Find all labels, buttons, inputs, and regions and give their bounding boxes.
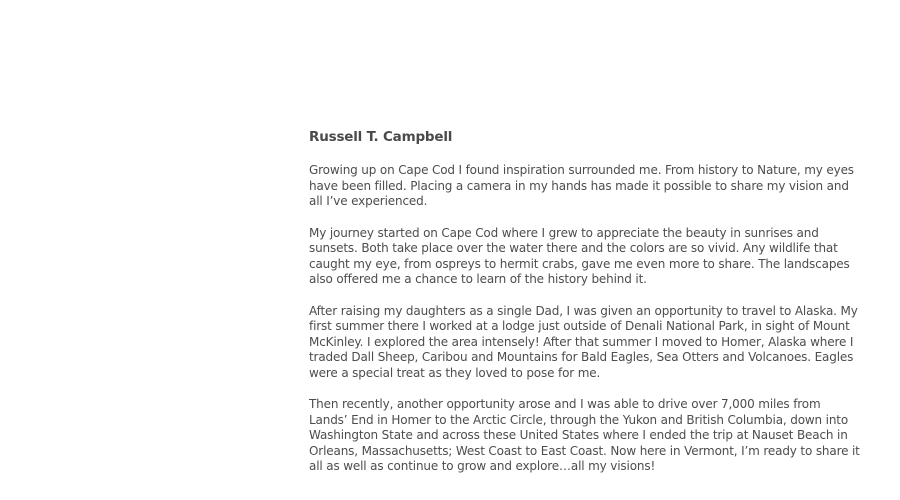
bio-paragraph-1: Growing up on Cape Cod I found inspiration surrounded me. From history to Nature, my eyes have been filled. Placing a camera in my hands has made it possible to share my vision and all I’ve experienced. [309,163,854,208]
author-name-heading: Russell T. Campbell [309,129,453,145]
bio-section [309,126,861,475]
bio-paragraph-3: After raising my daughters as a single Dad, I was given an opportunity to travel to Alaska. My first summer there I worked at a lodge just outside of Denali National Park, in sight of Mount McKinley. I explored the area intensely! After that summer I moved to Homer, Alaska where I traded Dall Sheep, Caribou and Mountains for Bald Eagles, Sea Otters and Volcanoes. Eagles were a special treat as they loved to pose for me. [309,303,858,380]
bio-paragraph-2: My journey started on Cape Cod where I grew to appreciate the beauty in sunrises and sunsets. Both take place over the water there and the colors are so vivid. Any wildlife that caught my eye, from ospreys to hermit crabs, gave me even more to share. The landscapes also offered me a chance to learn of the history behind it. [309,225,850,286]
bio-paragraph-4: Then recently, another opportunity arose and I was able to drive over 7,000 miles from Lands’ End in Homer to the Arctic Circle, through the Yukon and British Columbia, down into Washington State and across these United States where I ended the trip at Nauset Beach in Orleans, Massachusetts; West Coast to East Coast. Now here in Vermont, I’m ready to share it all as well as continue to grow and explore…all my visions! [309,397,860,473]
